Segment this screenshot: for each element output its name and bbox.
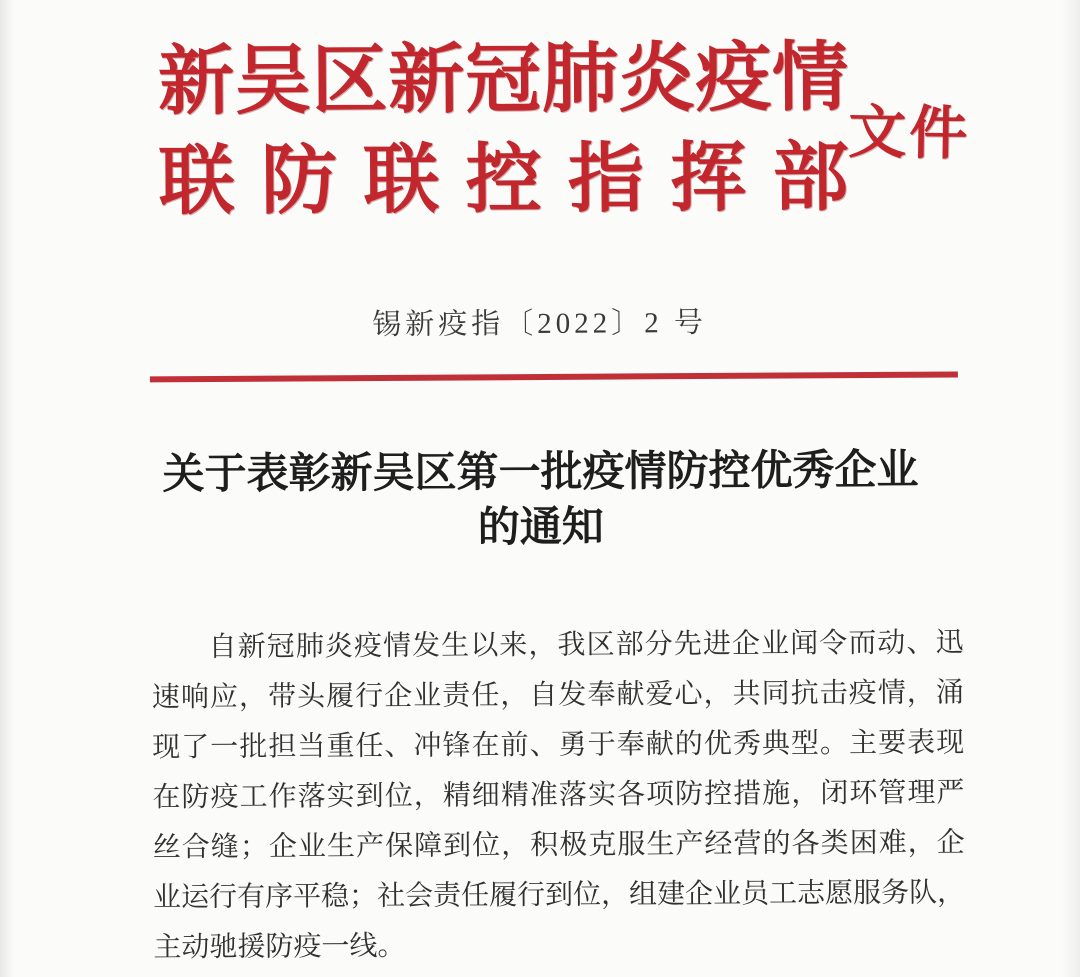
document-title-line-1: 关于表彰新吴区第一批疫情防控优秀企业 xyxy=(162,447,919,499)
letterhead xyxy=(158,27,971,232)
organization-name-line-1: 新吴区新冠肺炎疫情 xyxy=(157,36,849,125)
body-text-line: 在防疫工作落实到位，精细精准落实各项防控措施，闭环管理严 xyxy=(152,777,965,814)
organization-name-line-2: 联防联控指挥部 xyxy=(158,136,849,225)
body-text-line: 主动驰援防疫一线。 xyxy=(153,930,406,964)
body-text-line: 速响应，带头履行企业责任，自发奉献爱心，共同抗击疫情，涌 xyxy=(151,677,964,714)
body-text-line: 自新冠肺炎疫情发生以来，我区部分先进企业闻令而动、迅 xyxy=(208,627,964,664)
document-title-line-2: 的通知 xyxy=(477,504,604,552)
document-reference-number: 锡新疫指〔2022〕2 号 xyxy=(372,306,708,342)
document-title xyxy=(0,443,1080,560)
document-type-label: 文件 xyxy=(847,99,971,167)
document-body xyxy=(151,618,965,973)
body-text-line: 丝合缝；企业生产保障到位，积极克服生产经营的各类困难，企 xyxy=(152,827,965,864)
body-text-line: 业运行有序平稳；社会责任履行到位，组建企业员工志愿服务队， xyxy=(152,877,966,914)
letterhead-divider-rule xyxy=(150,371,958,382)
issuing-organization xyxy=(158,28,849,232)
body-text-line: 现了一批担当重任、冲锋在前、勇于奉献的优秀典型。主要表现 xyxy=(152,727,965,764)
